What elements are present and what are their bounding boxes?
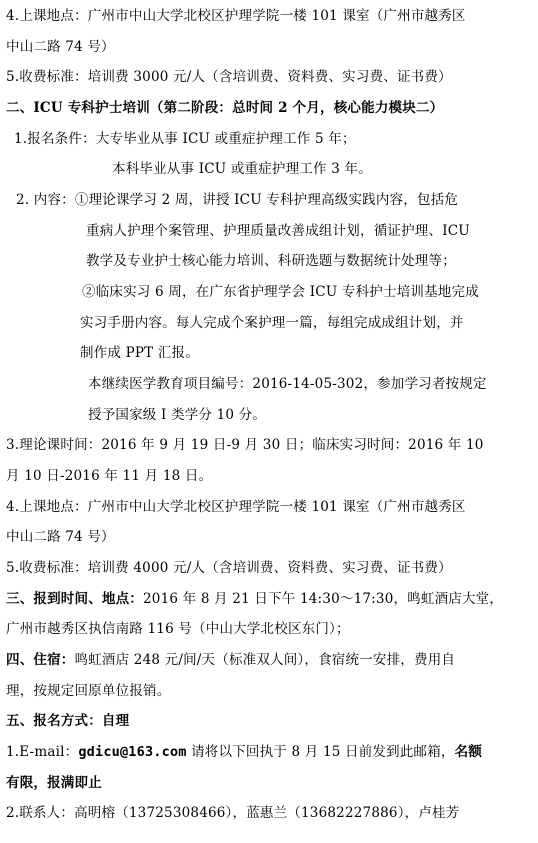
- fee-line: 5.收费标准：培训费 3000 元/人（含培训费、资料费、实习费、证书费）: [6, 69, 452, 85]
- class-location-line: 4.上课地点：广州市中山大学北校区护理学院一楼 101 课室（广州市越秀区: [6, 499, 466, 515]
- content-line-cont: 实习手册内容。每人完成个案护理一篇，每组完成成组计划，并: [80, 315, 464, 331]
- content-line-cont: 教学及专业护士核心能力培训、科研选题与数据统计处理等；: [86, 253, 456, 269]
- fee-line: 5.收费标准：培训费 4000 元/人（含培训费、资料费、实习费、证书费）: [6, 560, 452, 576]
- content-line-cont: 制作成 PPT 汇报。: [80, 345, 199, 361]
- project-number-line-cont: 授予国家级 I 类学分 10 分。: [88, 407, 267, 423]
- schedule-line: 3.理论课时间：2016 年 9 月 19 日-9 月 30 日；临床实习时间：2016 年 10: [6, 437, 484, 453]
- accommodation-detail: 鸣虹酒店 248 元/间/天（标准双人间），食宿统一安排，费用自: [74, 652, 456, 668]
- email-address[interactable]: gdicu@163.com: [78, 744, 187, 760]
- email-note-cont: 有限，报满即止: [6, 775, 102, 791]
- class-location-line-cont: 中山二路 74 号）: [6, 39, 115, 55]
- content-line-cont: 重病人护理个案管理、护理质量改善成组计划，循证护理、ICU: [86, 223, 470, 239]
- content-line: 2. 内容：①理论课学习 2 周，讲授 ICU 专科护理高级实践内容，包括危: [16, 192, 459, 208]
- schedule-line-cont: 月 10 日-2016 年 11 月 18 日。: [6, 468, 213, 484]
- eligibility-line-cont: 本科毕业从事 ICU 或重症护理工作 3 年。: [112, 161, 372, 177]
- class-location-line: 4.上课地点：广州市中山大学北校区护理学院一楼 101 课室（广州市越秀区: [6, 8, 466, 24]
- registration-line-cont: 广州市越秀区执信南路 116 号（中山大学北校区东门）；: [6, 621, 350, 637]
- registration-label: 三、报到时间、地点：: [6, 591, 143, 607]
- email-instruction: 请将以下回执于 8 月 15 日前发到此邮箱，: [186, 744, 455, 760]
- signup-heading: 五、报名方式：自理: [6, 713, 130, 729]
- section-heading: 二、ICU 专科护士培训（第二阶段：总时间 2 个月，核心能力模块二）: [6, 100, 444, 116]
- content-line-practice: ②临床实习 6 周，在广东省护理学会 ICU 专科护士培训基地完成: [82, 284, 479, 300]
- class-location-line-cont: 中山二路 74 号）: [6, 529, 115, 545]
- email-label: 1.E-mail：: [6, 744, 79, 760]
- accommodation-line: [6, 650, 455, 670]
- email-line: [6, 742, 482, 762]
- project-number-line: 本继续医学教育项目编号：2016-14-05-302，参加学习者按规定: [88, 376, 487, 392]
- accommodation-label: 四、住宿：: [6, 652, 75, 668]
- contacts-line: 2.联系人：高明榕（13725308466），蓝惠兰（13682227886），卢桂芳: [6, 805, 460, 821]
- eligibility-line: 1.报名条件：大专毕业从事 ICU 或重症护理工作 5 年；: [14, 131, 356, 147]
- email-note: 名额: [454, 744, 483, 760]
- accommodation-line-cont: 理，按规定回原单位报销。: [6, 683, 171, 699]
- registration-line: [6, 589, 503, 609]
- registration-detail: 2016 年 8 月 21 日下午 14:30～17:30，鸣虹酒店大堂，: [143, 591, 504, 607]
